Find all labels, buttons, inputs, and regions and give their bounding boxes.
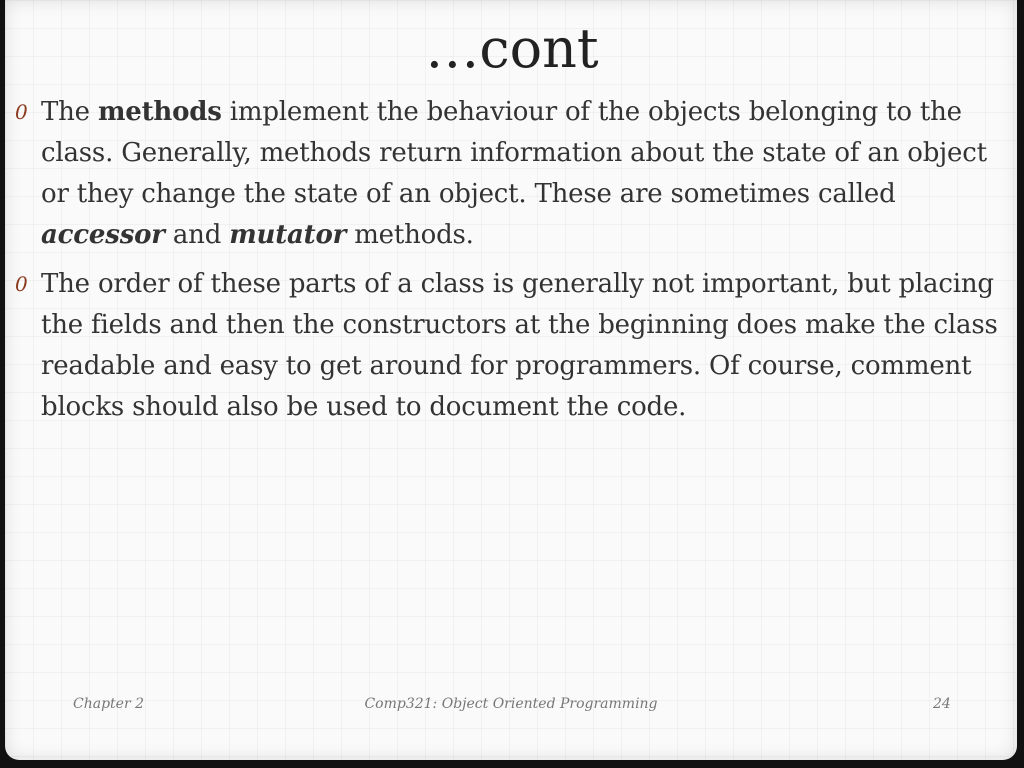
slide-content: [15, 92, 1010, 436]
slide: [5, 0, 1017, 760]
bullet-text-part: and: [164, 220, 230, 250]
footer-chapter: Chapter 2: [73, 696, 144, 712]
keyword-accessor: accessor: [41, 220, 165, 250]
keyword-mutator: mutator: [229, 220, 347, 250]
bullet-text-part: methods.: [346, 220, 474, 250]
bullet-item: [15, 264, 1010, 428]
slide-title: …cont: [425, 17, 599, 80]
footer-course: Comp321: Object Oriented Programming: [364, 696, 658, 712]
bullet-text-part: The: [41, 97, 98, 127]
bullet-marker-icon: 0: [15, 272, 28, 296]
bullet-text: The order of these parts of a class is generally not important, but placing the fields and then the constructors at the beginning does make the class readable and easy to get around for programmers. Of course, comment blocks should also be used to document the code.: [41, 269, 998, 422]
bullet-marker-icon: 0: [15, 100, 28, 124]
keyword-methods: methods: [97, 97, 222, 127]
bullet-item: [15, 92, 1010, 256]
bullet-text-part: implement the behaviour of the objects belonging to the class. Generally, methods return information about the state of an object or they change the state of an object. These are sometimes called: [41, 97, 987, 209]
footer-page-number: 24: [933, 696, 951, 712]
